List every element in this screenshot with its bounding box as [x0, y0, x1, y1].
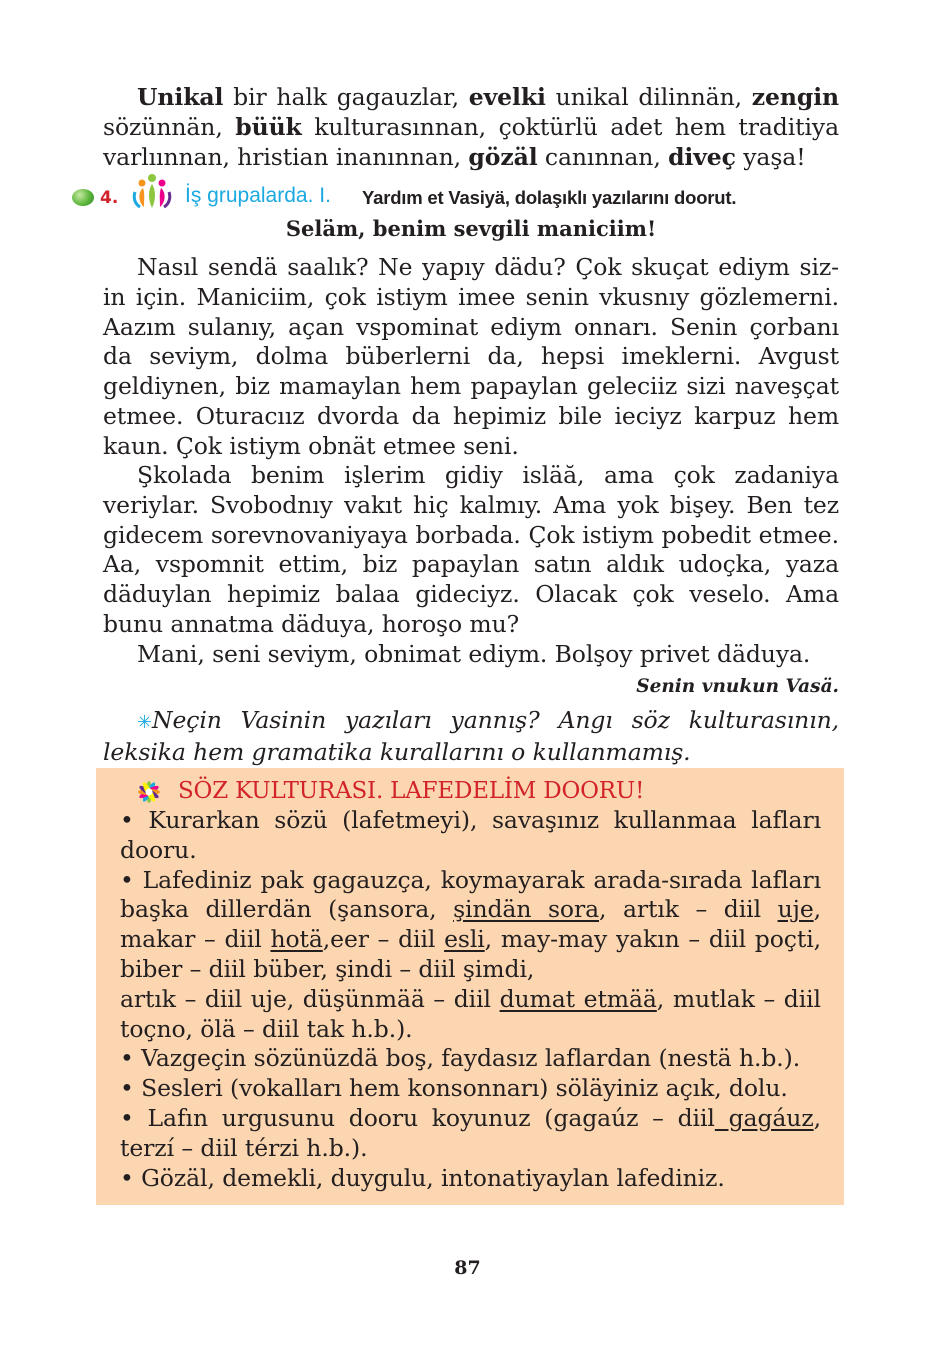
underlined-word: uje	[777, 895, 814, 924]
asterisk-icon: ✳	[137, 712, 152, 733]
text-run: canınnan,	[537, 142, 669, 171]
bold-word: Unikal	[137, 83, 224, 111]
task-title: İş grupalarda. I.	[185, 184, 331, 207]
underlined-word: gagáuz	[714, 1103, 814, 1132]
letter-paragraph-3: Mani, seni seviym, obnimat ediym. Bolşoy privet däduya.	[137, 640, 811, 668]
rule-item: • Vazgeçin sözünüzdä boş, faydasız laflardan (nestä h.b.).	[120, 1044, 801, 1073]
question-paragraph	[103, 706, 839, 768]
question-text: Neçin Vasinin yazıları yannış? Angı söz kulturasının, leksika hem gramatika kurallarını o kullanmamış.	[103, 706, 839, 766]
rule-item: • Kurarkan sözü (lafetmeyi), savaşınız kullanmaa lafları dooru.	[120, 806, 821, 864]
text-run: artık – diil uje, düşünmää – diil	[120, 984, 500, 1013]
task-header	[72, 172, 852, 212]
text-run: yaşa!	[735, 142, 806, 171]
page-number: 87	[454, 1257, 481, 1279]
rule-item-continued	[120, 985, 821, 1045]
letter-title: Seläm, benim sevgili maniciim!	[285, 216, 657, 241]
underlined-word: esli	[444, 925, 485, 954]
underlined-word: hotä	[270, 925, 323, 954]
underlined-word: şindän sora	[453, 895, 600, 924]
text-run: , may-may yakın – diil poçti, biber – diil büber, şindi – diil şimdi,	[120, 925, 821, 983]
text-run: sözünnän,	[103, 112, 236, 141]
bold-word: zengin	[751, 83, 840, 111]
rule-item: • Sesleri (vokalları hem konsonnarı) söläyiniz açık, dolu.	[120, 1074, 788, 1103]
letter-signature: Senin vnukun Vasä.	[636, 676, 839, 697]
letter-paragraph-1: Nasıl sendä saalık? Ne yapıy dädu? Çok skuçat ediym siz-in için. Maniciim, çok istiym imee senin vkusnıy gözlemerni. Aazım sulanıy, açan vspominat ediym onnarı. Senin çorbanı da seviym, dolma büberlerni da, hepsi imeklerni. Avgust geldiynen, biz mamaylan hem papaylan geleciiz sizi naveşçat etmee. Oturacıız dvorda da hepimiz bile ieciyz karpuz hem kaun. Çok istiym obnät etmee seni.	[103, 253, 839, 460]
task-instruction: Yardım et Vasiyä, dolaşıklı yazılarını doorut.	[362, 187, 737, 208]
intro-paragraph	[103, 83, 839, 172]
text-run: kulturasınnan, çoktürlü adet hem traditiya varlıınnan, hristian inanınnan,	[103, 112, 839, 171]
text-run: unikal dilinnän,	[545, 83, 752, 111]
rule-item: • Gözäl, demekli, duygulu, intonatiyaylan lafediniz.	[120, 1163, 725, 1192]
task-number: 4.	[100, 188, 119, 208]
bold-word: büük	[235, 112, 302, 141]
text-run: , artık – diil	[599, 895, 778, 924]
bold-word: evelki	[468, 83, 546, 111]
underlined-word: dumat etmää	[499, 984, 657, 1013]
rule-item	[120, 1104, 821, 1164]
text-run: ,eer – diil	[322, 925, 445, 954]
task-marker-icon	[72, 189, 94, 206]
flower-icon	[134, 778, 164, 806]
text-run: • Lafın urgusunu dooru koyunuz (gagaúz – diil	[120, 1103, 715, 1132]
bold-word: diveç	[668, 142, 736, 171]
text-run: bir halk gagauzlar,	[223, 83, 469, 111]
group-work-icon	[132, 172, 172, 210]
text-run: , makar – diil	[120, 895, 821, 954]
letter-paragraph-2: Şkolada benim işlerim gidiy isläă, ama çok zadaniya veriylar. Svobodnıy vakıt hiç kalmıy. Ama yok bişey. Ben tez gidecem sorevnovaniyaya borbada. Çok istiym pobedit etmee. Aa, vspomnit ettim, biz papaylan satın aldık udoçka, yaza däduylan hepimiz balaa gideciyz. Olacak çok veselo. Ama bunu annatma däduya, horoşo mu?	[103, 461, 839, 638]
text-run: • Lafediniz pak gagauzça, koymayarak arada-sırada lafları başka dillerdän (şansora,	[120, 865, 821, 924]
box-rules	[120, 806, 821, 1193]
text-run: , mutlak – diil toçno, ölä – diil tak h.b.).	[120, 984, 821, 1043]
text-run: , terzí – diil térzi h.b.).	[120, 1103, 821, 1162]
bold-word: gözäl	[468, 142, 538, 171]
rule-item	[120, 866, 821, 985]
box-title-text: SÖZ KULTURASI. LAFEDELİM DOORU!	[178, 778, 645, 804]
